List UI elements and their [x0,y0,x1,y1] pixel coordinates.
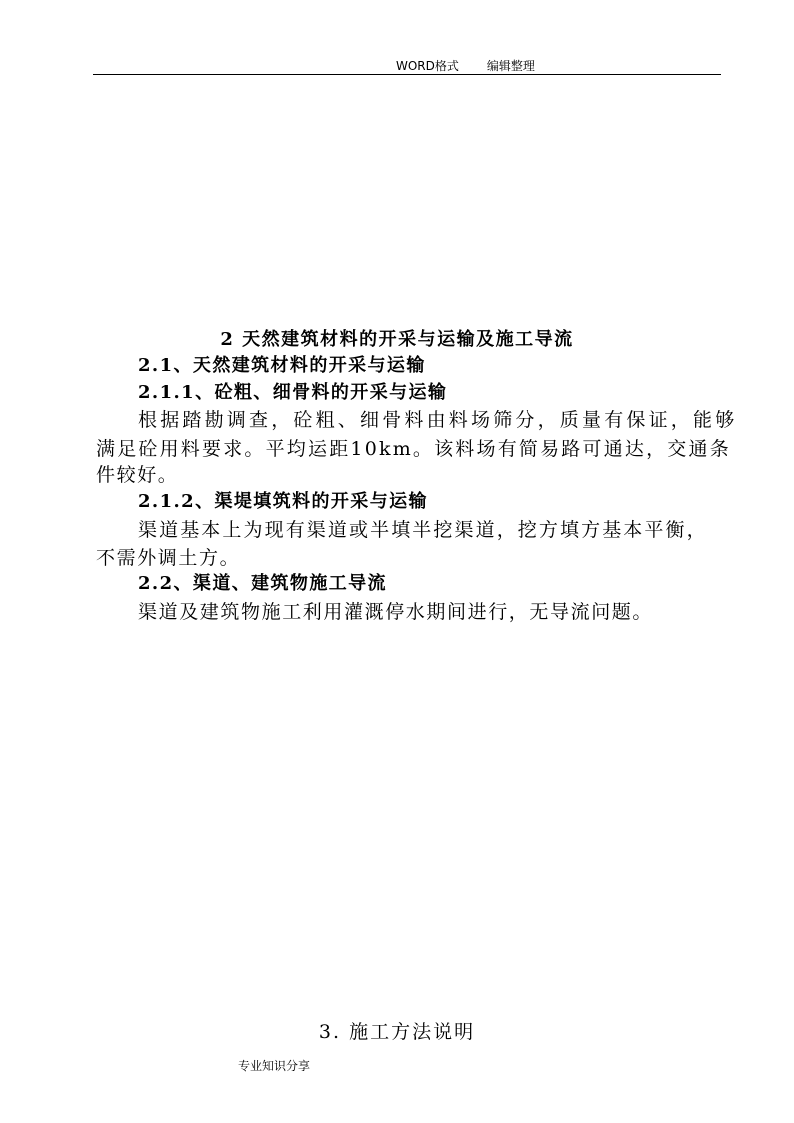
heading-2-1-1: 2.1.1、砼粗、细骨料的开采与运输 [138,382,448,403]
heading-2-2: 2.2、渠道、建筑物施工导流 [138,573,387,594]
paragraph-2-2-line-1: 渠道及建筑物施工利用灌溉停水期间进行，无导流问题。 [138,601,654,623]
paragraph-2-1-1-line-1: 根据踏勘调查，砼粗、细骨料由料场筛分，质量有保证，能够 [138,409,738,431]
page-footer: 专业知识分享 [238,1059,311,1073]
header-format-label: WORD格式 [396,59,459,73]
header-divider [93,74,721,75]
heading-2-1: 2.1、天然建筑材料的开采与运输 [138,355,426,376]
section-3-title: 3. 施工方法说明 [318,1021,476,1043]
paragraph-2-1-1-line-2: 满足砼用料要求。平均运距10km。该料场有简易路可通达，交通条 [96,438,731,460]
heading-2-1-2: 2.1.2、渠堤填筑料的开采与运输 [138,491,428,512]
paragraph-2-1-1-line-3: 件较好。 [96,464,179,486]
header-edit-label: 编辑整理 [486,59,535,73]
section-2-title: 2 天然建筑材料的开采与运输及施工导流 [220,329,574,350]
paragraph-2-1-2-line-1: 渠道基本上为现有渠道或半填半挖渠道，挖方填方基本平衡， [138,519,708,541]
paragraph-2-1-2-line-2: 不需外调土方。 [96,547,241,569]
page-header [396,57,535,74]
